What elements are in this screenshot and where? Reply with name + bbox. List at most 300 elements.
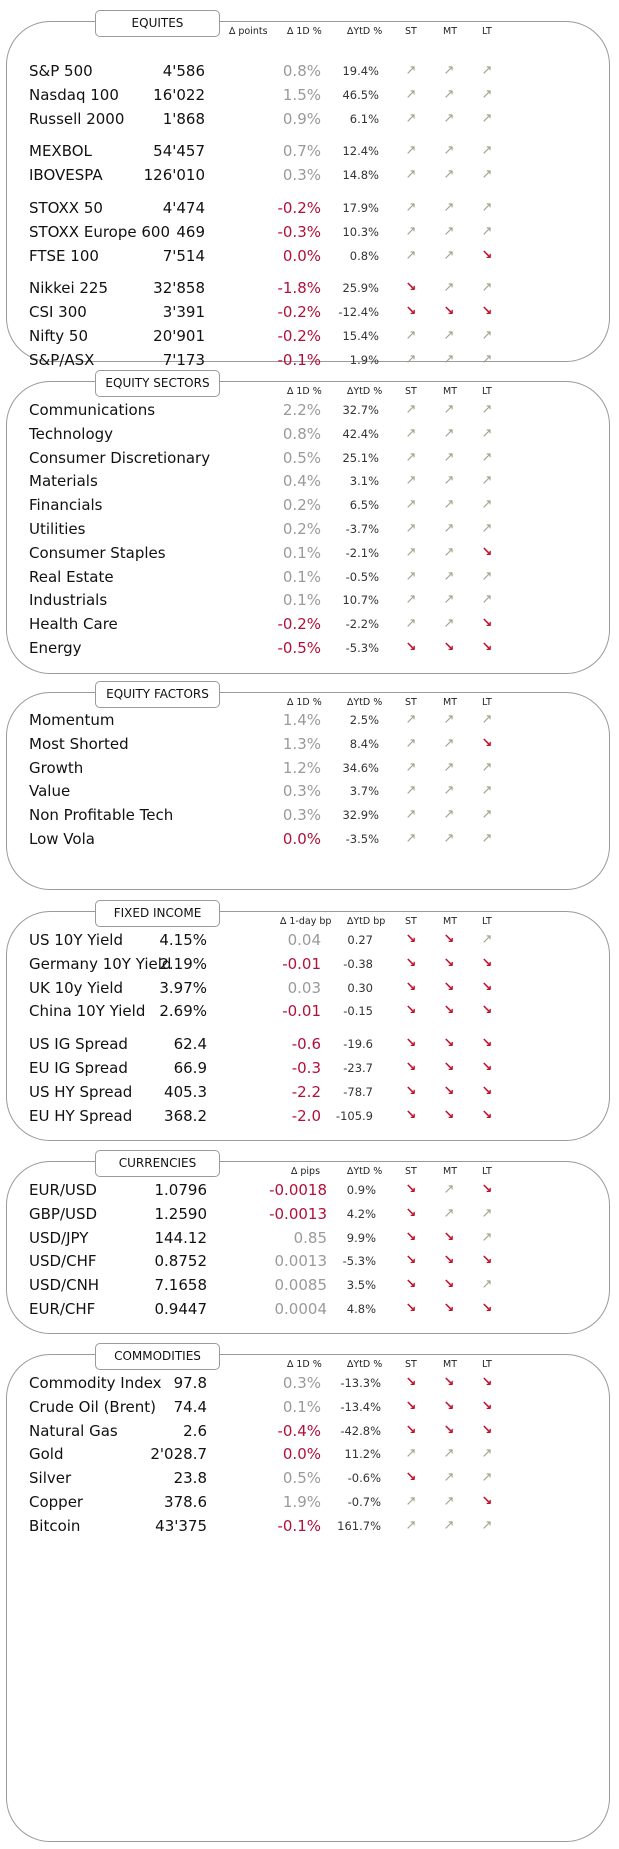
instrument-value: 4.15% bbox=[159, 931, 207, 949]
instrument-name: Utilities bbox=[29, 520, 86, 538]
trend-up-arrow-icon: ↗ bbox=[443, 1182, 455, 1197]
instrument-name: MEXBOL bbox=[29, 142, 92, 161]
trend-up-arrow-icon: ↗ bbox=[443, 425, 455, 441]
instrument-name: Silver bbox=[29, 1469, 72, 1488]
ytd-change: 0.8% bbox=[349, 248, 379, 263]
ytd-change: 14.8% bbox=[342, 168, 379, 183]
trend-up-arrow-icon: ↗ bbox=[481, 1229, 493, 1245]
daily-change: -0.1% bbox=[277, 1516, 321, 1535]
trend-up-arrow-icon: ↗ bbox=[405, 167, 417, 183]
trend-down-arrow-icon: ↘ bbox=[481, 544, 493, 560]
trend-up-arrow-icon: ↗ bbox=[405, 735, 417, 751]
column-header-mt: MT bbox=[443, 1166, 457, 1177]
ytd-change: -0.6% bbox=[347, 1471, 381, 1486]
trend-up-arrow-icon: ↗ bbox=[443, 735, 455, 751]
trend-down-arrow-icon: ↘ bbox=[481, 1494, 493, 1509]
trend-up-arrow-icon: ↗ bbox=[481, 1517, 493, 1533]
trend-up-arrow-icon: ↗ bbox=[405, 110, 417, 126]
ytd-change: -78.7 bbox=[343, 1084, 373, 1099]
ytd-change: 17.9% bbox=[342, 201, 379, 215]
trend-down-arrow-icon: ↘ bbox=[481, 1083, 493, 1099]
daily-change: 0.4% bbox=[282, 472, 321, 491]
column-header-ytd: ∆YtD % bbox=[347, 697, 383, 708]
ytd-change: -5.3% bbox=[345, 641, 379, 655]
instrument-value: 1.0796 bbox=[154, 1181, 207, 1199]
trend-down-arrow-icon: ↘ bbox=[443, 1060, 455, 1075]
trend-down-arrow-icon: ↘ bbox=[405, 955, 417, 971]
instrument-name: Russell 2000 bbox=[29, 109, 125, 128]
trend-down-arrow-icon: ↘ bbox=[405, 979, 417, 995]
ytd-change: 2.5% bbox=[349, 713, 379, 727]
instrument-name: EUR/CHF bbox=[29, 1300, 96, 1318]
ytd-change: -5.3% bbox=[342, 1254, 376, 1269]
trend-up-arrow-icon: ↗ bbox=[481, 63, 493, 78]
ytd-change: 19.4% bbox=[342, 64, 379, 78]
trend-up-arrow-icon: ↗ bbox=[481, 328, 493, 343]
trend-down-arrow-icon: ↘ bbox=[481, 735, 493, 751]
panel-title: EQUITES bbox=[95, 10, 220, 37]
instrument-name: Consumer Staples bbox=[29, 543, 166, 562]
trend-up-arrow-icon: ↗ bbox=[443, 63, 455, 78]
trend-down-arrow-icon: ↘ bbox=[443, 1003, 455, 1019]
instrument-name: FTSE 100 bbox=[29, 246, 99, 265]
daily-change: 0.3% bbox=[282, 782, 321, 801]
instrument-name: Materials bbox=[29, 472, 98, 491]
instrument-name: Non Profitable Tech bbox=[29, 806, 174, 825]
daily-change: 0.3% bbox=[282, 1374, 321, 1392]
instrument-value: 3'391 bbox=[162, 303, 205, 322]
instrument-name: Copper bbox=[29, 1493, 84, 1511]
trend-down-arrow-icon: ↘ bbox=[481, 1253, 493, 1269]
trend-down-arrow-icon: ↘ bbox=[443, 1422, 455, 1438]
trend-up-arrow-icon: ↗ bbox=[443, 568, 455, 584]
trend-up-arrow-icon: ↗ bbox=[443, 497, 455, 513]
trend-up-arrow-icon: ↗ bbox=[405, 143, 417, 159]
column-header-mt: MT bbox=[443, 916, 457, 927]
ytd-change: 3.5% bbox=[346, 1278, 376, 1293]
instrument-name: STOXX Europe 600 bbox=[29, 222, 170, 241]
trend-up-arrow-icon: ↗ bbox=[405, 402, 417, 417]
trend-down-arrow-icon: ↘ bbox=[443, 1277, 455, 1293]
trend-up-arrow-icon: ↗ bbox=[405, 351, 417, 367]
trend-down-arrow-icon: ↘ bbox=[481, 1422, 493, 1438]
table-row bbox=[7, 997, 609, 1025]
trend-up-arrow-icon: ↗ bbox=[405, 425, 417, 441]
trend-down-arrow-icon: ↘ bbox=[405, 1182, 417, 1197]
column-header-chg: ∆ 1D % bbox=[287, 1359, 322, 1370]
trend-up-arrow-icon: ↗ bbox=[405, 544, 417, 560]
trend-down-arrow-icon: ↘ bbox=[405, 1229, 417, 1245]
trend-up-arrow-icon: ↗ bbox=[481, 167, 493, 183]
column-header-lt: LT bbox=[482, 26, 492, 37]
trend-down-arrow-icon: ↘ bbox=[405, 1060, 417, 1075]
column-header-lt: LT bbox=[482, 1359, 492, 1370]
instrument-value: 23.8 bbox=[173, 1469, 207, 1488]
daily-change: -0.1% bbox=[277, 350, 321, 369]
daily-change: -0.2% bbox=[277, 615, 321, 634]
daily-change: -0.0018 bbox=[269, 1181, 327, 1199]
trend-down-arrow-icon: ↘ bbox=[405, 304, 417, 320]
instrument-name: Health Care bbox=[29, 615, 118, 634]
instrument-name: UK 10y Yield bbox=[29, 978, 124, 997]
panel-title: CURRENCIES bbox=[95, 1150, 220, 1177]
ytd-change: 42.4% bbox=[342, 426, 379, 441]
ytd-change: -3.7% bbox=[345, 522, 379, 536]
daily-change: 1.4% bbox=[282, 711, 321, 729]
instrument-value: 1'868 bbox=[162, 109, 205, 128]
trend-up-arrow-icon: ↗ bbox=[443, 759, 455, 775]
ytd-change: -0.15 bbox=[343, 1004, 373, 1019]
instrument-value: 3.97% bbox=[159, 978, 207, 997]
trend-up-arrow-icon: ↗ bbox=[443, 223, 455, 239]
ytd-change: 161.7% bbox=[337, 1518, 381, 1533]
instrument-name: GBP/USD bbox=[29, 1204, 98, 1223]
instrument-name: Natural Gas bbox=[29, 1421, 118, 1440]
panel-fixed-income bbox=[6, 906, 610, 1141]
column-header-ytd: ∆YtD % bbox=[347, 1359, 383, 1370]
ytd-change: -13.4% bbox=[340, 1399, 381, 1414]
column-header-chg: ∆ 1-day bp bbox=[280, 916, 332, 927]
daily-change: 0.8% bbox=[282, 62, 321, 80]
daily-change: -1.8% bbox=[277, 279, 321, 298]
panel-title: EQUITY FACTORS bbox=[95, 681, 220, 708]
trend-up-arrow-icon: ↗ bbox=[443, 449, 455, 465]
ytd-change: 11.2% bbox=[344, 1447, 381, 1462]
trend-down-arrow-icon: ↘ bbox=[443, 955, 455, 971]
trend-up-arrow-icon: ↗ bbox=[405, 521, 417, 536]
daily-change: -0.2% bbox=[277, 327, 321, 345]
trend-up-arrow-icon: ↗ bbox=[405, 497, 417, 513]
column-header-st: ST bbox=[405, 916, 417, 927]
instrument-name: Technology bbox=[29, 424, 114, 443]
instrument-name: Crude Oil (Brent) bbox=[29, 1397, 157, 1416]
column-header-lt: LT bbox=[482, 386, 492, 397]
instrument-name: STOXX 50 bbox=[29, 199, 103, 217]
ytd-change: 6.5% bbox=[349, 498, 379, 513]
daily-change: 1.9% bbox=[282, 1493, 321, 1511]
instrument-value: 54'457 bbox=[153, 142, 205, 161]
ytd-change: 0.30 bbox=[347, 980, 373, 995]
ytd-change: 10.7% bbox=[342, 593, 379, 608]
daily-change: 0.0013 bbox=[274, 1252, 327, 1271]
ytd-change: 34.6% bbox=[342, 760, 379, 775]
trend-up-arrow-icon: ↗ bbox=[481, 425, 493, 441]
column-header-ytd: ∆YtD % bbox=[347, 386, 383, 397]
instrument-name: Growth bbox=[29, 758, 84, 777]
trend-up-arrow-icon: ↗ bbox=[405, 200, 417, 215]
trend-down-arrow-icon: ↘ bbox=[405, 1375, 417, 1390]
panel-equity-sectors bbox=[6, 376, 610, 674]
ytd-change: 15.4% bbox=[342, 329, 379, 343]
trend-down-arrow-icon: ↘ bbox=[443, 979, 455, 995]
instrument-value: 62.4 bbox=[173, 1035, 207, 1054]
daily-change: 0.0% bbox=[282, 830, 321, 848]
trend-down-arrow-icon: ↘ bbox=[443, 1375, 455, 1390]
daily-change: -0.01 bbox=[282, 954, 321, 973]
trend-up-arrow-icon: ↗ bbox=[481, 86, 493, 102]
daily-change: -0.4% bbox=[277, 1421, 321, 1440]
trend-up-arrow-icon: ↗ bbox=[481, 402, 493, 417]
trend-up-arrow-icon: ↗ bbox=[405, 712, 417, 727]
instrument-value: 4'474 bbox=[162, 199, 205, 217]
trend-down-arrow-icon: ↘ bbox=[481, 640, 493, 655]
trend-down-arrow-icon: ↘ bbox=[443, 1107, 455, 1123]
daily-change: 0.0085 bbox=[274, 1276, 327, 1295]
trend-up-arrow-icon: ↗ bbox=[443, 280, 455, 296]
instrument-name: Consumer Discretionary bbox=[29, 448, 211, 467]
ytd-change: -105.9 bbox=[335, 1108, 373, 1123]
table-row bbox=[7, 825, 609, 853]
column-header-chg: ∆ 1D % bbox=[287, 26, 322, 37]
column-header-mt: MT bbox=[443, 1359, 457, 1370]
instrument-name: Commodity Index bbox=[29, 1374, 162, 1392]
instrument-name: S&P/ASX bbox=[29, 350, 95, 369]
ytd-change: -0.38 bbox=[343, 956, 373, 971]
ytd-change: 32.9% bbox=[342, 808, 379, 823]
ytd-change: 10.3% bbox=[342, 224, 379, 239]
daily-change: 0.1% bbox=[282, 591, 321, 610]
trend-down-arrow-icon: ↘ bbox=[443, 1253, 455, 1269]
trend-down-arrow-icon: ↘ bbox=[481, 247, 493, 263]
daily-change: 0.5% bbox=[282, 448, 321, 467]
trend-down-arrow-icon: ↘ bbox=[481, 1107, 493, 1123]
instrument-name: US HY Spread bbox=[29, 1082, 133, 1101]
instrument-name: USD/JPY bbox=[29, 1228, 89, 1247]
trend-up-arrow-icon: ↗ bbox=[443, 328, 455, 343]
daily-change: 0.7% bbox=[282, 142, 321, 161]
trend-down-arrow-icon: ↘ bbox=[443, 640, 455, 655]
daily-change: 1.3% bbox=[282, 734, 321, 753]
trend-up-arrow-icon: ↗ bbox=[443, 200, 455, 215]
trend-down-arrow-icon: ↘ bbox=[481, 955, 493, 971]
instrument-value: 144.12 bbox=[154, 1228, 207, 1247]
instrument-value: 0.8752 bbox=[154, 1252, 207, 1271]
trend-up-arrow-icon: ↗ bbox=[481, 521, 493, 536]
trend-up-arrow-icon: ↗ bbox=[405, 783, 417, 799]
trend-down-arrow-icon: ↘ bbox=[443, 932, 455, 947]
trend-up-arrow-icon: ↗ bbox=[481, 200, 493, 215]
daily-change: -2.0 bbox=[291, 1106, 321, 1125]
column-header-ytd: ∆YtD % bbox=[347, 26, 383, 37]
daily-change: -0.5% bbox=[277, 639, 321, 657]
trend-up-arrow-icon: ↗ bbox=[443, 1470, 455, 1486]
daily-change: 0.2% bbox=[282, 496, 321, 515]
trend-down-arrow-icon: ↘ bbox=[405, 640, 417, 655]
daily-change: 1.5% bbox=[282, 85, 321, 104]
daily-change: -0.01 bbox=[282, 1002, 321, 1021]
trend-up-arrow-icon: ↗ bbox=[443, 110, 455, 126]
trend-up-arrow-icon: ↗ bbox=[443, 1494, 455, 1509]
trend-up-arrow-icon: ↗ bbox=[481, 351, 493, 367]
trend-up-arrow-icon: ↗ bbox=[443, 247, 455, 263]
trend-up-arrow-icon: ↗ bbox=[443, 351, 455, 367]
trend-up-arrow-icon: ↗ bbox=[443, 1446, 455, 1462]
column-header-mt: MT bbox=[443, 26, 457, 37]
instrument-name: Communications bbox=[29, 401, 156, 419]
ytd-change: -0.7% bbox=[347, 1495, 381, 1509]
trend-down-arrow-icon: ↘ bbox=[481, 1375, 493, 1390]
ytd-change: 25.9% bbox=[342, 281, 379, 296]
instrument-name: Most Shorted bbox=[29, 734, 129, 753]
ytd-change: 0.27 bbox=[347, 933, 373, 947]
table-row bbox=[7, 1512, 609, 1540]
trend-up-arrow-icon: ↗ bbox=[405, 807, 417, 823]
trend-up-arrow-icon: ↗ bbox=[481, 592, 493, 608]
instrument-name: Momentum bbox=[29, 711, 115, 729]
daily-change: 2.2% bbox=[282, 401, 321, 419]
daily-change: -0.6 bbox=[291, 1035, 321, 1054]
trend-down-arrow-icon: ↘ bbox=[443, 1229, 455, 1245]
instrument-name: EU HY Spread bbox=[29, 1106, 133, 1125]
ytd-change: 25.1% bbox=[342, 450, 379, 465]
trend-up-arrow-icon: ↗ bbox=[405, 223, 417, 239]
panel-currencies bbox=[6, 1156, 610, 1334]
daily-change: 0.0004 bbox=[274, 1300, 327, 1318]
daily-change: 0.1% bbox=[282, 1397, 321, 1416]
table-row bbox=[7, 1102, 609, 1130]
trend-up-arrow-icon: ↗ bbox=[405, 1517, 417, 1533]
panel-title: FIXED INCOME bbox=[95, 900, 220, 927]
daily-change: 0.3% bbox=[282, 806, 321, 825]
trend-up-arrow-icon: ↗ bbox=[481, 1205, 493, 1221]
daily-change: 0.2% bbox=[282, 520, 321, 538]
column-header-lt: LT bbox=[482, 697, 492, 708]
daily-change: 0.04 bbox=[287, 931, 321, 949]
trend-up-arrow-icon: ↗ bbox=[481, 1470, 493, 1486]
trend-down-arrow-icon: ↘ bbox=[405, 1470, 417, 1486]
instrument-name: Energy bbox=[29, 639, 82, 657]
trend-up-arrow-icon: ↗ bbox=[481, 449, 493, 465]
instrument-name: Value bbox=[29, 782, 71, 801]
trend-up-arrow-icon: ↗ bbox=[405, 63, 417, 78]
trend-up-arrow-icon: ↗ bbox=[405, 568, 417, 584]
trend-up-arrow-icon: ↗ bbox=[481, 712, 493, 727]
instrument-value: 126'010 bbox=[143, 166, 205, 185]
instrument-name: USD/CNH bbox=[29, 1276, 100, 1295]
instrument-value: 378.6 bbox=[164, 1493, 207, 1511]
daily-change: -0.3 bbox=[291, 1059, 321, 1077]
instrument-name: EU IG Spread bbox=[29, 1059, 128, 1077]
daily-change: 0.0% bbox=[282, 1445, 321, 1464]
instrument-name: China 10Y Yield bbox=[29, 1002, 146, 1021]
panel-title: COMMODITIES bbox=[95, 1343, 220, 1370]
column-header-chg: ∆ 1D % bbox=[287, 386, 322, 397]
column-header-points: ∆ points bbox=[229, 26, 268, 37]
ytd-change: 0.9% bbox=[346, 1183, 376, 1197]
ytd-change: 46.5% bbox=[342, 87, 379, 102]
instrument-value: 97.8 bbox=[173, 1374, 207, 1392]
instrument-value: 43'375 bbox=[155, 1516, 207, 1535]
trend-up-arrow-icon: ↗ bbox=[481, 932, 493, 947]
trend-up-arrow-icon: ↗ bbox=[405, 759, 417, 775]
daily-change: -0.2% bbox=[277, 199, 321, 217]
trend-up-arrow-icon: ↗ bbox=[405, 247, 417, 263]
instrument-value: 4'586 bbox=[162, 62, 205, 80]
instrument-name: EUR/USD bbox=[29, 1181, 97, 1199]
ytd-change: 1.9% bbox=[349, 352, 379, 367]
column-header-ytd: ∆YtD bp bbox=[347, 916, 386, 927]
trend-up-arrow-icon: ↗ bbox=[405, 86, 417, 102]
column-header-mt: MT bbox=[443, 386, 457, 397]
instrument-value: 74.4 bbox=[173, 1397, 207, 1416]
ytd-change: 9.9% bbox=[346, 1230, 376, 1245]
daily-change: 0.3% bbox=[282, 166, 321, 185]
trend-down-arrow-icon: ↘ bbox=[405, 1253, 417, 1269]
trend-up-arrow-icon: ↗ bbox=[443, 1517, 455, 1533]
instrument-name: Gold bbox=[29, 1445, 64, 1464]
column-header-st: ST bbox=[405, 386, 417, 397]
daily-change: 0.85 bbox=[293, 1228, 327, 1247]
ytd-change: -19.6 bbox=[343, 1037, 373, 1052]
trend-up-arrow-icon: ↗ bbox=[443, 592, 455, 608]
column-header-lt: LT bbox=[482, 916, 492, 927]
trend-up-arrow-icon: ↗ bbox=[481, 807, 493, 823]
daily-change: -2.2 bbox=[291, 1082, 321, 1101]
instrument-name: Germany 10Y Yield bbox=[29, 954, 172, 973]
instrument-value: 66.9 bbox=[173, 1059, 207, 1077]
instrument-name: Real Estate bbox=[29, 567, 114, 586]
trend-up-arrow-icon: ↗ bbox=[405, 449, 417, 465]
instrument-value: 2'028.7 bbox=[150, 1445, 207, 1464]
trend-up-arrow-icon: ↗ bbox=[405, 831, 417, 846]
instrument-name: IBOVESPA bbox=[29, 166, 103, 185]
daily-change: 0.1% bbox=[282, 543, 321, 562]
trend-up-arrow-icon: ↗ bbox=[481, 280, 493, 296]
trend-up-arrow-icon: ↗ bbox=[443, 712, 455, 727]
ytd-change: -2.1% bbox=[345, 545, 379, 560]
trend-down-arrow-icon: ↘ bbox=[481, 1003, 493, 1019]
ytd-change: -23.7 bbox=[343, 1061, 373, 1075]
instrument-value: 7'173 bbox=[162, 350, 205, 369]
daily-change: 0.5% bbox=[282, 1469, 321, 1488]
trend-up-arrow-icon: ↗ bbox=[443, 402, 455, 417]
column-header-st: ST bbox=[405, 697, 417, 708]
trend-up-arrow-icon: ↗ bbox=[443, 831, 455, 846]
trend-up-arrow-icon: ↗ bbox=[481, 1446, 493, 1462]
panel-equites bbox=[6, 16, 610, 369]
ytd-change: 3.1% bbox=[349, 474, 379, 489]
ytd-change: -12.4% bbox=[338, 305, 379, 320]
ytd-change: -42.8% bbox=[340, 1423, 381, 1438]
table-row bbox=[7, 161, 609, 189]
trend-up-arrow-icon: ↗ bbox=[443, 1205, 455, 1221]
trend-up-arrow-icon: ↗ bbox=[481, 783, 493, 799]
panel-title: EQUITY SECTORS bbox=[95, 370, 220, 397]
trend-down-arrow-icon: ↘ bbox=[481, 1060, 493, 1075]
trend-up-arrow-icon: ↗ bbox=[405, 328, 417, 343]
trend-down-arrow-icon: ↘ bbox=[443, 1398, 455, 1414]
trend-down-arrow-icon: ↘ bbox=[405, 280, 417, 296]
trend-down-arrow-icon: ↘ bbox=[481, 1301, 493, 1316]
trend-up-arrow-icon: ↗ bbox=[443, 807, 455, 823]
column-header-lt: LT bbox=[482, 1166, 492, 1177]
trend-up-arrow-icon: ↗ bbox=[481, 223, 493, 239]
instrument-value: 2.6 bbox=[183, 1421, 207, 1440]
trend-up-arrow-icon: ↗ bbox=[481, 831, 493, 846]
trend-down-arrow-icon: ↘ bbox=[443, 1083, 455, 1099]
trend-up-arrow-icon: ↗ bbox=[405, 1494, 417, 1509]
trend-up-arrow-icon: ↗ bbox=[443, 783, 455, 799]
trend-down-arrow-icon: ↘ bbox=[443, 1036, 455, 1052]
instrument-name: CSI 300 bbox=[29, 303, 87, 322]
column-header-st: ST bbox=[405, 1359, 417, 1370]
instrument-name: Low Vola bbox=[29, 830, 95, 848]
instrument-name: Nikkei 225 bbox=[29, 279, 109, 298]
table-row bbox=[7, 105, 609, 133]
trend-down-arrow-icon: ↘ bbox=[481, 616, 493, 632]
trend-down-arrow-icon: ↘ bbox=[481, 304, 493, 320]
ytd-change: 4.2% bbox=[346, 1206, 376, 1221]
